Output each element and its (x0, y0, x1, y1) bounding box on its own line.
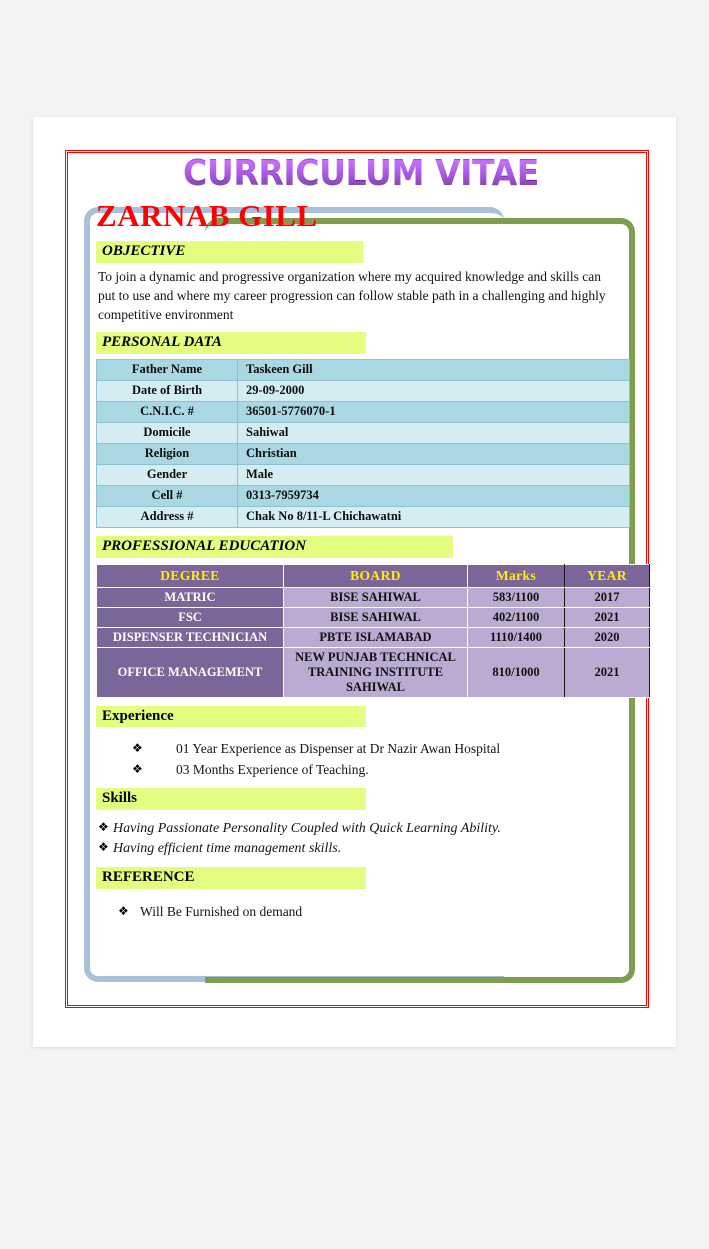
reference-heading-text: REFERENCE (96, 867, 366, 889)
reference-item (118, 902, 630, 922)
skills-heading-text: Skills (96, 788, 366, 810)
personal-data-row (97, 422, 630, 443)
personal-data-value: 0313-7959734 (238, 485, 630, 506)
reference-section-header (96, 867, 630, 889)
education-degree-cell: MATRIC (97, 587, 284, 607)
personal-data-row (97, 443, 630, 464)
education-year-cell: 2021 (565, 607, 650, 627)
experience-item-text: 03 Months Experience of Teaching. (176, 761, 369, 777)
reference-list (118, 902, 630, 922)
reference-item-text: Will Be Furnished on demand (140, 903, 303, 919)
education-row (97, 607, 650, 627)
education-col-marks: Marks (468, 564, 565, 587)
candidate-name: ZARNAB GILL (96, 197, 318, 233)
education-table-body (97, 587, 650, 697)
personal-data-label: Father Name (97, 359, 238, 380)
education-row (97, 587, 650, 607)
personal-data-label: Cell # (97, 485, 238, 506)
experience-item (132, 739, 630, 759)
skill-item-text: Having Passionate Personality Coupled with Quick Learning Ability. (113, 820, 501, 836)
education-heading-text: PROFESSIONAL EDUCATION (96, 536, 453, 558)
education-degree-cell: FSC (97, 607, 284, 627)
personal-data-row (97, 380, 630, 401)
personal-data-label: Domicile (97, 422, 238, 443)
personal-data-label: Address # (97, 506, 238, 527)
objective-paragraph: To join a dynamic and progressive organization where my acquired knowledge and skills can put to use and where my career progression can follow stable path in a challenging and highly competitive environment (98, 268, 606, 322)
skill-item-text: Having efficient time management skills. (113, 840, 342, 856)
education-section-header (96, 536, 630, 558)
skills-section-header (96, 788, 630, 810)
education-board-cell: BISE SAHIWAL (284, 587, 468, 607)
education-marks-cell: 402/1100 (468, 607, 565, 627)
personal-data-table (96, 359, 630, 528)
education-table (96, 564, 650, 698)
education-row (97, 627, 650, 647)
diamond-bullet-icon: ❖ (132, 741, 143, 756)
personal-data-label: Religion (97, 443, 238, 464)
education-row (97, 647, 650, 697)
education-degree-cell: OFFICE MANAGEMENT (97, 647, 284, 697)
personal-data-body (97, 359, 630, 527)
personal-data-value: 36501-5776070-1 (238, 401, 630, 422)
personal-data-value: Sahiwal (238, 422, 630, 443)
personal-data-label: Gender (97, 464, 238, 485)
skill-item (98, 839, 630, 859)
experience-section-header (96, 706, 630, 728)
personal-data-label: Date of Birth (97, 380, 238, 401)
objective-section-header (96, 241, 630, 263)
education-board-cell: PBTE ISLAMABAD (284, 627, 468, 647)
personal-data-row (97, 464, 630, 485)
personal-data-section-header (96, 332, 630, 354)
education-header-row (97, 564, 650, 587)
experience-list (132, 739, 630, 780)
education-marks-cell: 583/1100 (468, 587, 565, 607)
personal-data-label: C.N.I.C. # (97, 401, 238, 422)
education-year-cell: 2021 (565, 647, 650, 697)
experience-item (132, 760, 630, 780)
personal-data-value: 29-09-2000 (238, 380, 630, 401)
diamond-bullet-icon: ❖ (132, 761, 143, 776)
education-marks-cell: 1110/1400 (468, 627, 565, 647)
personal-data-value: Taskeen Gill (238, 359, 630, 380)
cv-content (92, 155, 630, 922)
skills-list (98, 819, 630, 860)
education-year-cell: 2017 (565, 587, 650, 607)
diamond-bullet-icon: ❖ (98, 819, 109, 834)
personal-data-value: Male (238, 464, 630, 485)
diamond-bullet-icon: ❖ (118, 903, 129, 918)
education-board-cell: BISE SAHIWAL (284, 607, 468, 627)
education-degree-cell: DISPENSER TECHNICIAN (97, 627, 284, 647)
education-board-cell: NEW PUNJAB TECHNICAL TRAINING INSTITUTE SAHIWAL (284, 647, 468, 697)
personal-data-value: Chak No 8/11-L Chichawatni (238, 506, 630, 527)
education-table-head (97, 564, 650, 587)
personal-data-row (97, 485, 630, 506)
personal-data-value: Christian (238, 443, 630, 464)
experience-item-text: 01 Year Experience as Dispenser at Dr Nazir Awan Hospital (176, 741, 501, 757)
personal-data-row (97, 401, 630, 422)
education-year-cell: 2020 (565, 627, 650, 647)
skill-item (98, 819, 630, 839)
education-col-board: BOARD (284, 564, 468, 587)
personal-data-row (97, 506, 630, 527)
education-col-degree: DEGREE (97, 564, 284, 587)
cv-main-title: CURRICULUM VITAE (114, 155, 609, 193)
experience-heading-text: Experience (96, 706, 366, 728)
personal-data-heading-text: PERSONAL DATA (96, 332, 366, 354)
education-col-year: YEAR (565, 564, 650, 587)
diamond-bullet-icon: ❖ (98, 839, 109, 854)
personal-data-row (97, 359, 630, 380)
education-marks-cell: 810/1000 (468, 647, 565, 697)
objective-heading-text: OBJECTIVE (96, 241, 363, 263)
